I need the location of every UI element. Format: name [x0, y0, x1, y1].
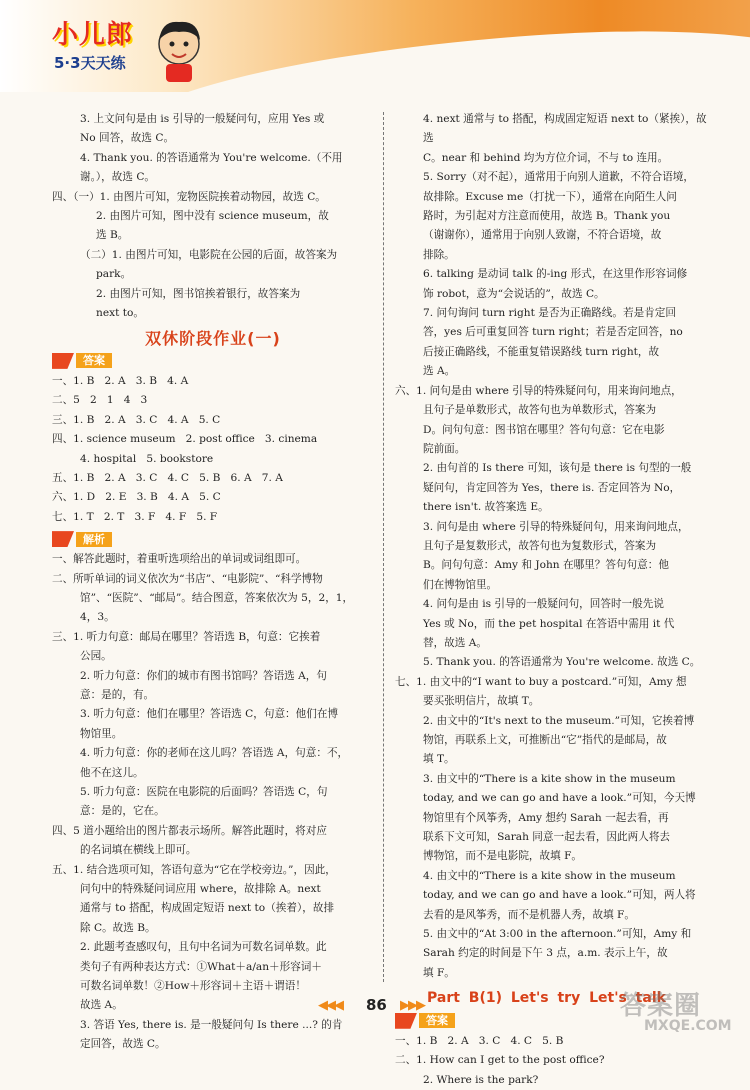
text-line: 2. 此题考查感叹句，且句中名词为可数名词单数。此 [80, 941, 327, 954]
text-line: Sarah 约定的时间是下午 3 点，a.m. 表示上午，故 [423, 947, 668, 960]
answer-list [52, 372, 374, 527]
right-column [395, 110, 713, 1090]
prev-page-arrows-icon[interactable]: ◀◀◀ [318, 998, 342, 1013]
watermark-line1: 答案圈 [620, 991, 702, 1021]
text-line: 馆”、“医院”、“邮局”。结合图意，答案依次为 5，2，1， [80, 591, 354, 604]
page-number: 86 [366, 996, 387, 1014]
text-line: park。 [96, 268, 132, 281]
text-line: 2. Where is the park? [423, 1073, 539, 1086]
text-line: 3. 答语 Yes, there is. 是一般疑问句 Is there ...? 的肯 [80, 1018, 343, 1031]
text-line: 替，故选 A。 [423, 636, 487, 649]
column-divider [383, 112, 384, 982]
text-line: Yes 或 No，而 the pet hospital 在答语中需用 it 代 [423, 617, 675, 630]
text-line: 定回答，故选 C。 [80, 1038, 166, 1051]
text-line: 六、1. 问句是由 where 引导的特殊疑问句，用来询问地点， [395, 384, 682, 397]
text-line: 三、1. 听力句意：邮局在哪里？答语选 B，句意：它挨着 [52, 630, 321, 643]
text-line: 疑问句，肯定回答为 Yes，there is. 否定回答为 No， [423, 481, 681, 494]
text-line: 且句子是单数形式，故答句也为单数形式，答案为 [423, 404, 657, 417]
text-line: there isn't. 故答案选 E。 [423, 501, 549, 514]
text-line: 路时，为引起对方注意而使用，故选 B。Thank you [423, 210, 671, 223]
text-line: 物馆里。 [80, 727, 123, 740]
answer-tag-label: 答案 [76, 353, 112, 368]
text-line: 物馆，再联系上文，可推断出“它”指代的是邮局，故 [423, 734, 667, 746]
text-line: 四、1. science museum 2. post office 3. cinema [52, 433, 318, 446]
text-line: 院前面。 [423, 442, 466, 455]
text-line: 博物馆，而不是电影院，故填 F。 [423, 850, 583, 863]
text-line: 4. 听力句意：你的老师在这儿吗？答语选 A，句意：不， [80, 747, 349, 760]
text-line: （二）1. 由图片可知，电影院在公园的后面，故答案为 [80, 248, 338, 261]
answer-tag [52, 351, 374, 371]
text-line: 类句子有两种表达方式：①What＋a/an＋形容词＋ [80, 960, 322, 973]
text-line: 联系下文可知，Sarah 同意一起去看，因此两人将去 [423, 831, 671, 844]
text-line: 四、5 道小题给出的图片都表示场所。解答此题时，将对应 [52, 824, 327, 837]
text-line: 且句子是复数形式，故答句也为复数形式，答案为 [423, 539, 657, 552]
text-line: 意：是的，有。 [80, 688, 155, 701]
text-line: 七、1. T 2. T 3. F 4. F 5. F [52, 510, 218, 523]
text-line: 二、所听单词的词义依次为“书店”、“电影院”、“科学博物 [52, 572, 323, 585]
watermark [620, 985, 740, 1033]
text-line: 4. Thank you. 的答语通常为 You're welcome.（不用 [80, 151, 343, 164]
text-line: 去看的是风筝秀，而不是机器人秀，故填 F。 [423, 908, 635, 921]
text-line: 4. 问句是由 is 引导的一般疑问句，回答时一般先说 [423, 598, 664, 611]
text-line: 2. 由图片可知，图中没有 science museum，故 [96, 210, 329, 223]
text-line: 2. 听力句意：你们的城市有图书馆吗？答语选 A，句 [80, 669, 327, 682]
text-line: 后接正确路线，不能重复错误路线 turn right，故 [423, 345, 660, 358]
text-line: 4. next 通常与 to 搭配，构成固定短语 next to（紧挨），故选 [423, 113, 707, 145]
text-line: 2. 由句首的 Is there 可知，该句是 there is 句型的一般 [423, 462, 692, 475]
text-line: 3. 上文问句是由 is 引导的一般疑问句，应用 Yes 或 [80, 113, 325, 125]
text-line: 6. talking 是动词 talk 的-ing 形式，在这里作形容词修 [423, 268, 688, 281]
text-line: today, and we can go and have a look.”可知，两人将 [423, 889, 696, 902]
explanation-list [52, 550, 374, 1055]
text-line: 排除。 [423, 248, 455, 261]
text-line: B。问句句意：Amy 和 John 在哪里？答句句意：他 [423, 559, 669, 572]
text-line: 3. 由文中的“There is a kite show in the museum [423, 772, 676, 785]
text-line: 六、1. D 2. E 3. B 4. A 5. C [52, 491, 221, 504]
text-line: 填 T。 [423, 753, 455, 766]
text-line: 5. Sorry（对不起），通常用于向别人道歉，不符合语境， [423, 171, 694, 184]
text-line: 2. 由图片可知，图书馆挨着银行，故答案为 [96, 287, 301, 300]
text-line: 一、1. B 2. A 3. B 4. A [52, 374, 189, 387]
mascot-icon [148, 14, 210, 84]
tag-bar-icon [52, 531, 74, 547]
text-line: 5. Thank you. 的答语通常为 You're welcome. 故选 C。 [423, 656, 701, 669]
text-line: today, and we can go and have a look.”可知，今天博 [423, 792, 696, 805]
text-line: 意：是的，它在。 [80, 805, 165, 818]
text-line: 选 A。 [423, 365, 456, 378]
text-line: 答，yes 后可重复回答 turn right；若是否定回答，no [423, 326, 683, 339]
logo-title: 小儿郎 [52, 20, 134, 50]
section-title: 双休阶段作业(一) [145, 329, 281, 349]
text-line: 4. hospital 5. bookstore [80, 452, 214, 465]
explain-tag [52, 529, 374, 549]
text-line: 故选 A。 [80, 999, 123, 1012]
text-line: C。near 和 behind 均为方位介词，不与 to 连用。 [423, 151, 669, 164]
text-line: 要买张明信片，故填 T。 [423, 695, 540, 708]
tag-bar-icon [52, 353, 74, 369]
text-line: 二、1. How can I get to the post office? [395, 1054, 605, 1067]
text-line: 的名词填在横线上即可。 [80, 844, 197, 857]
text-line: 谢。），故选 C。 [80, 171, 156, 184]
text-line: 一、解答此题时，着重听选项给出的单词或词组即可。 [52, 553, 307, 566]
text-line: 5. 由文中的“At 3:00 in the afternoon.”可知，Amy 和 [423, 928, 692, 941]
text-line: 通常与 to 搭配，构成固定短语 next to（挨着），故排 [80, 902, 335, 915]
left-column [52, 110, 374, 1055]
text-line: 饰 robot，意为“会说话的”，故选 C。 [423, 287, 605, 300]
text-line: 三、1. B 2. A 3. C 4. A 5. C [52, 413, 221, 426]
watermark-line2: MXQE.COM [644, 1018, 732, 1034]
text-line: 物馆里有个风筝秀，Amy 想约 Sarah 一起去看，再 [423, 811, 669, 824]
text-line: 7. 问句询问 turn right 是否为正确路线。若是肯定回 [423, 307, 676, 320]
right-explanation-lines [395, 110, 713, 983]
text-line: No 回答，故选 C。 [80, 132, 175, 145]
text-line: 4，3。 [80, 611, 115, 624]
text-line: 填 F。 [423, 966, 455, 979]
text-line: 七、1. 由文中的“I want to buy a postcard.”可知，Amy 想 [395, 675, 687, 688]
text-line: 故排除。Excuse me（打扰一下），通常在向陌生人问 [423, 190, 677, 203]
left-answer-lines [52, 110, 374, 323]
text-line: 除 C。故选 B。 [80, 921, 156, 934]
text-line: 问句中的特殊疑问词应用 where，故排除 A。next [80, 883, 321, 896]
text-line: 五、1. 结合选项可知，答语句意为“它在学校旁边。”，因此， [52, 863, 336, 876]
answer-tag-label: 答案 [419, 1013, 455, 1028]
part-answer-list [395, 1032, 713, 1090]
text-line: 五、1. B 2. A 3. C 4. C 5. B 6. A 7. A [52, 471, 283, 484]
text-line: 四、（一）1. 由图片可知，宠物医院挨着动物园，故选 C。 [52, 190, 326, 203]
brand-logo [52, 12, 212, 82]
text-line: 可数名词单数！②How＋形容词＋主语＋谓语！ [80, 980, 306, 993]
text-line: 选 B。 [96, 229, 129, 242]
text-line: （谢谢你），通常用于向别人致谢，不符合语境，故 [423, 229, 662, 242]
next-page-arrows-icon[interactable]: ▶▶▶ [400, 998, 424, 1013]
text-line: D。问句句意：图书馆在哪里？答句句意：它在电影 [423, 423, 665, 436]
text-line: 们在博物馆里。 [423, 578, 498, 591]
text-line: 4. 由文中的“There is a kite show in the museum [423, 869, 676, 882]
text-line: 公园。 [80, 650, 112, 663]
text-line: next to。 [96, 307, 144, 320]
text-line: 一、1. B 2. A 3. C 4. C 5. B [395, 1034, 564, 1047]
text-line: 二、5 2 1 4 3 [52, 394, 148, 407]
part-title: Part B(1) Let's try Let's talk [427, 990, 666, 1007]
explain-tag-label: 解析 [76, 532, 112, 547]
text-line: 他不在这儿。 [80, 766, 144, 779]
text-line: 3. 问句是由 where 引导的特殊疑问句，用来询问地点， [423, 520, 689, 533]
text-line: 5. 听力句意：医院在电影院的后面吗？答语选 C，句 [80, 786, 328, 798]
logo-subtitle: 5·3天天练 [54, 54, 126, 72]
text-line: 3. 听力句意：他们在哪里？答语选 C，句意：他们在博 [80, 708, 339, 721]
text-line: 2. 由文中的“It's next to the museum.”可知，它挨着博 [423, 714, 695, 727]
